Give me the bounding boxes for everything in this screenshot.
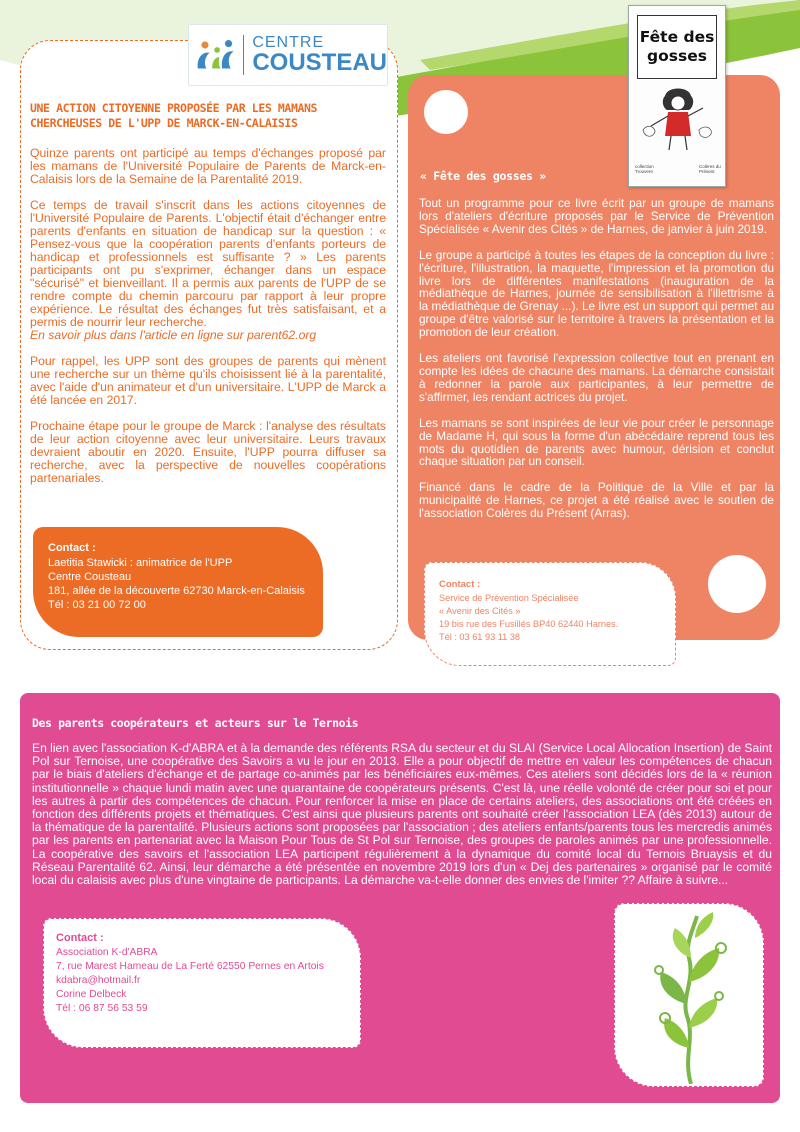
logo-divider: [243, 35, 244, 75]
section2-paragraph: Le groupe a participé à toutes les étapes de la conception du livre : l'écriture, l'illustration, la maquette, l'impression et la promotion du livre lors de différentes manifestations (inauguration de la médiathèque de Harnes, journée de sensibilisation à l'illettrisme à la médiathèque de Grenay ...). Le livre est un support qui permet au groupe d'être valorisé sur le territoire à travers la présentation et la promotion de leur création.: [419, 247, 774, 340]
contact-line: Corine Delbeck: [56, 989, 127, 1000]
section2-contact-box: [424, 562, 676, 666]
section1-paragraph: Quinze parents ont participé au temps d'échanges proposé par les mamans de l'Université Populaire de Parents de Marck-en-Calaisis lors de la Semaine de la Parentalité 2019.: [30, 146, 386, 186]
book-title-line2: gosses: [647, 47, 707, 65]
section3-contact-box: [43, 918, 361, 1048]
section2-paragraph: Tout un programme pour ce livre écrit par un groupe de mamans lors d'ateliers d'écriture proposés par le Service de Prévention Spécialisée « Avenir des Cités » de Harnes, de janvier à juin 2019.: [419, 196, 774, 236]
plant-icon: [625, 908, 755, 1084]
logo-text-cousteau: COUSTEAU: [252, 49, 387, 76]
section1-paragraph: Pour rappel, les UPP sont des groupes de parents qui mènent une recherche sur un thème qu'ils choisissent lié à la parentalité, avec l'aide d'un animateur et d'un universitaire. L'UPP de Marck a été lancée en 2017.: [30, 354, 386, 407]
family-figures-icon: [195, 30, 239, 80]
contact-line: 181, allée de la découverte 62730 Marck-en-Calaisis: [48, 585, 305, 597]
contact-title: Contact :: [56, 932, 104, 944]
contact-line: « Avenir des Cités »: [439, 606, 521, 616]
book-title-box: [637, 15, 717, 79]
book-footer-left: collection Trouvere: [635, 164, 654, 174]
section1-contact-box: [33, 527, 323, 637]
section1-title: UNE ACTION CITOYENNE PROPOSÉE PAR LES MAMANS CHERCHEUSES DE L'UPP DE MARCK-EN-CALAISIS: [30, 101, 318, 130]
section3-body: En lien avec l'association K-d'ABRA et à la demande des référents RSA du secteur et du SLAI (Service Local Allocation Insertion) de Saint Pol sur Ternoise, une coopérative des Savoirs a vu le jour en 2013. Elle a pour objectif de mettre en valeur les compétences de chacun par le biais d'ateliers d'échange et de partage co-animés par les bénéficiaires eux-mêmes. Ces ateliers sont décidés lors de la « réunion institutionnelle » chaque lundi matin avec une quarantaine de coopérateurs présents. C'est là, une réelle volonté de créer pour soi et pour les autres à partir des compétences de chacun. Pour renforcer la mise en place de certains ateliers, des associations ont été créées en fonction des différents projets et thématiques. C'est ainsi que plusieurs parents ont souhaité créer l'association LEA (dès 2013) autour de la thématique de la parentalité. Plusieurs actions sont proposées par l'association ; des ateliers enfants/parents tous les mercredis animés par les parents en partenariat avec la Maison Pour Tous de St Pol sur Ternoise, des groupes de paroles animés par une professionnelle. La coopérative des savoirs et l'association LEA participent régulièrement à la dynamique du comité local du Ternois Bruaysis et du Réseau Parentalité 62. Ainsi, leur démarche a été présentée en novembre 2019 lors d'un « Dej des partenaires » organisé par le comité local du calaisis avec plus d'une vingtaine de participants. La démarche va-t-elle donner des envies de l'imiter ?? Affaire à suivre...: [32, 741, 772, 888]
book-title-line1: Fête des: [639, 28, 715, 46]
section2-title: « Fête des gosses »: [420, 169, 546, 183]
book-cover-image: [628, 5, 726, 187]
decorative-circle: [708, 555, 766, 613]
section1-paragraph: Ce temps de travail s'inscrit dans les actions citoyennes de l'Université Populaire de Parents. L'objectif était d'échanger entre parents d'enfants en situation de handicap sur la question : « Pensez-vous que la coopération parents d'enfants porteurs de handicap et professionnels est suffisante ? » Les parents participants ont pu s'exprimer, échanger dans un espace "sécurisé" et bienveillant. Il a permis aux parents de l'UPP de se rendre compte du chemin parcouru par rapport à leur propre expérience. Le résultat des échanges fut très satisfaisant, et a permis de nourrir leur recherche.: [30, 198, 386, 329]
section2-paragraph: Les ateliers ont favorisé l'expression collective tout en prenant en compte les idées de chacune des mamans. La démarche consistait à redonner la parole aux participantes, à leur permettre de s'affirmer, les rendant actrices du projet.: [419, 351, 774, 404]
contact-phone: Tél : 06 87 56 53 59: [56, 1003, 148, 1014]
decorative-circle: [424, 90, 468, 134]
contact-line: 7, rue Marest Hameau de La Ferté 62550 Pernes en Artois: [56, 961, 324, 972]
book-footer-right: Colères du Présent: [699, 164, 721, 174]
contact-email: kdabra@hotmail.fr: [56, 975, 141, 986]
section2-body: [419, 197, 774, 533]
section3-title: Des parents coopérateurs et acteurs sur le Ternois: [32, 716, 359, 730]
section2-paragraph: Les mamans se sont inspirées de leur vie pour créer le personnage de Madame H, qui sous la forme d'un abécédaire reprend tous les mots du quotidien de parents avec humour, dérision et conclut chaque situation par un conseil.: [419, 415, 774, 469]
contact-phone: Tél : 03 21 00 72 00: [48, 599, 146, 611]
contact-line: Service de Prévention Spécialisée: [439, 593, 579, 603]
section2-paragraph: Financé dans le cadre de la Politique de la Ville et par la municipalité de Harnes, ce projet a été réalisé avec le soutien de l'association Colères du Présent (Arras).: [419, 480, 774, 521]
contact-line: 19 bis rue des Fusillés BP40 62440 Harnes.: [439, 619, 619, 629]
centre-cousteau-logo: [188, 24, 388, 86]
contact-phone: Tél : 03 61 93 11 38: [439, 632, 521, 642]
section1-paragraph-with-note: [30, 199, 386, 342]
contact-line: Laetitia Stawicki : animatrice de l'UPP: [48, 557, 233, 569]
section1-paragraph: Prochaine étape pour le groupe de Marck : l'analyse des résultats de leur action citoyenne avec leur universitaire. Leurs travaux devraient aboutir en 2020. Ensuite, l'UPP pourra diffuser sa recherche, avec la perspective de nouvelles coopérations partenariales.: [30, 419, 386, 485]
contact-line: Association K-d'ABRA: [56, 947, 158, 958]
contact-line: Centre Cousteau: [48, 571, 132, 583]
contact-title: Contact :: [439, 579, 481, 590]
book-illustration: [637, 86, 717, 156]
section1-italic-note: En savoir plus dans l'article en ligne sur parent62.org: [30, 328, 317, 342]
plant-illustration-box: [614, 903, 764, 1087]
section1-body: [30, 147, 386, 498]
logo-text-centre: CENTRE: [252, 34, 325, 51]
contact-title: Contact :: [48, 542, 96, 554]
